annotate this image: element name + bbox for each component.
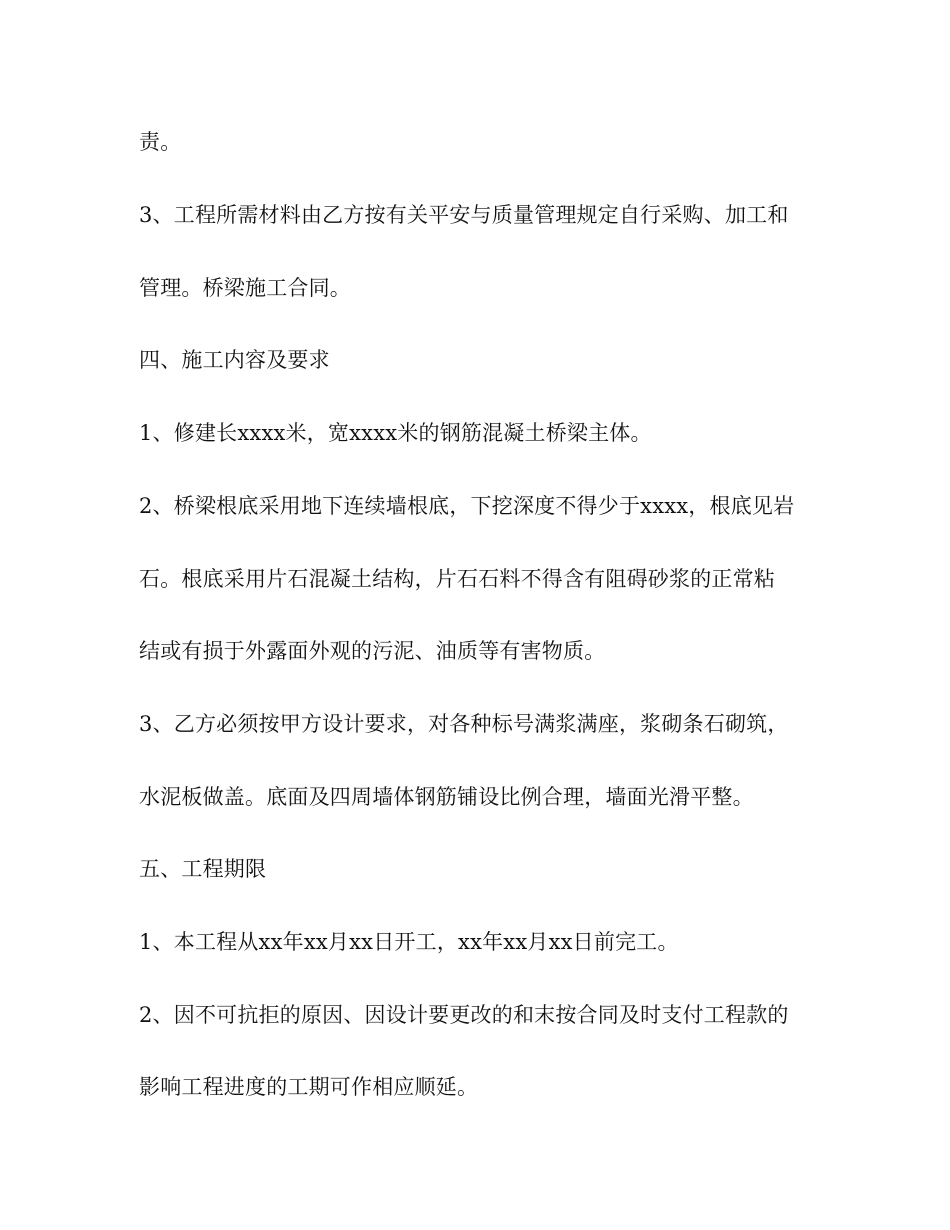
section-heading: 五、工程期限: [139, 857, 267, 881]
paragraph-line: 管理。桥梁施工合同。: [139, 276, 351, 300]
paragraph-line: 水泥板做盖。底面及四周墙体钢筋铺设比例合理，墙面光滑平整。: [139, 785, 754, 809]
paragraph-line: 责。: [139, 130, 182, 154]
paragraph-line: 3、工程所需材料由乙方按有关平安与质量管理规定自行采购、加工和: [139, 203, 789, 227]
paragraph-line: 结或有损于外露面外观的污泥、油质等有害物质。: [139, 639, 606, 663]
section-heading: 四、施工内容及要求: [139, 348, 330, 372]
paragraph-line: 1、修建长xxxx米，宽xxxx米的钢筋混凝土桥梁主体。: [139, 421, 652, 445]
paragraph-line: 2、因不可抗拒的原因、因设计要更改的和末按合同及时支付工程款的: [139, 1003, 789, 1027]
paragraph-line: 3、乙方必须按甲方设计要求，对各种标号满浆满座，浆砌条石砌筑，: [139, 712, 789, 736]
paragraph-line: 1、本工程从xx年xx月xx日开工，xx年xx月xx日前完工。: [139, 930, 679, 954]
paragraph-line: 2、桥梁根底采用地下连续墙根底，下挖深度不得少于xxxx，根底见岩: [139, 494, 795, 518]
paragraph-line: 石。根底采用片石混凝土结构，片石石料不得含有阻碍砂浆的正常粘: [139, 567, 775, 591]
paragraph-line: 影响工程进度的工期可作相应顺延。: [139, 1075, 479, 1099]
